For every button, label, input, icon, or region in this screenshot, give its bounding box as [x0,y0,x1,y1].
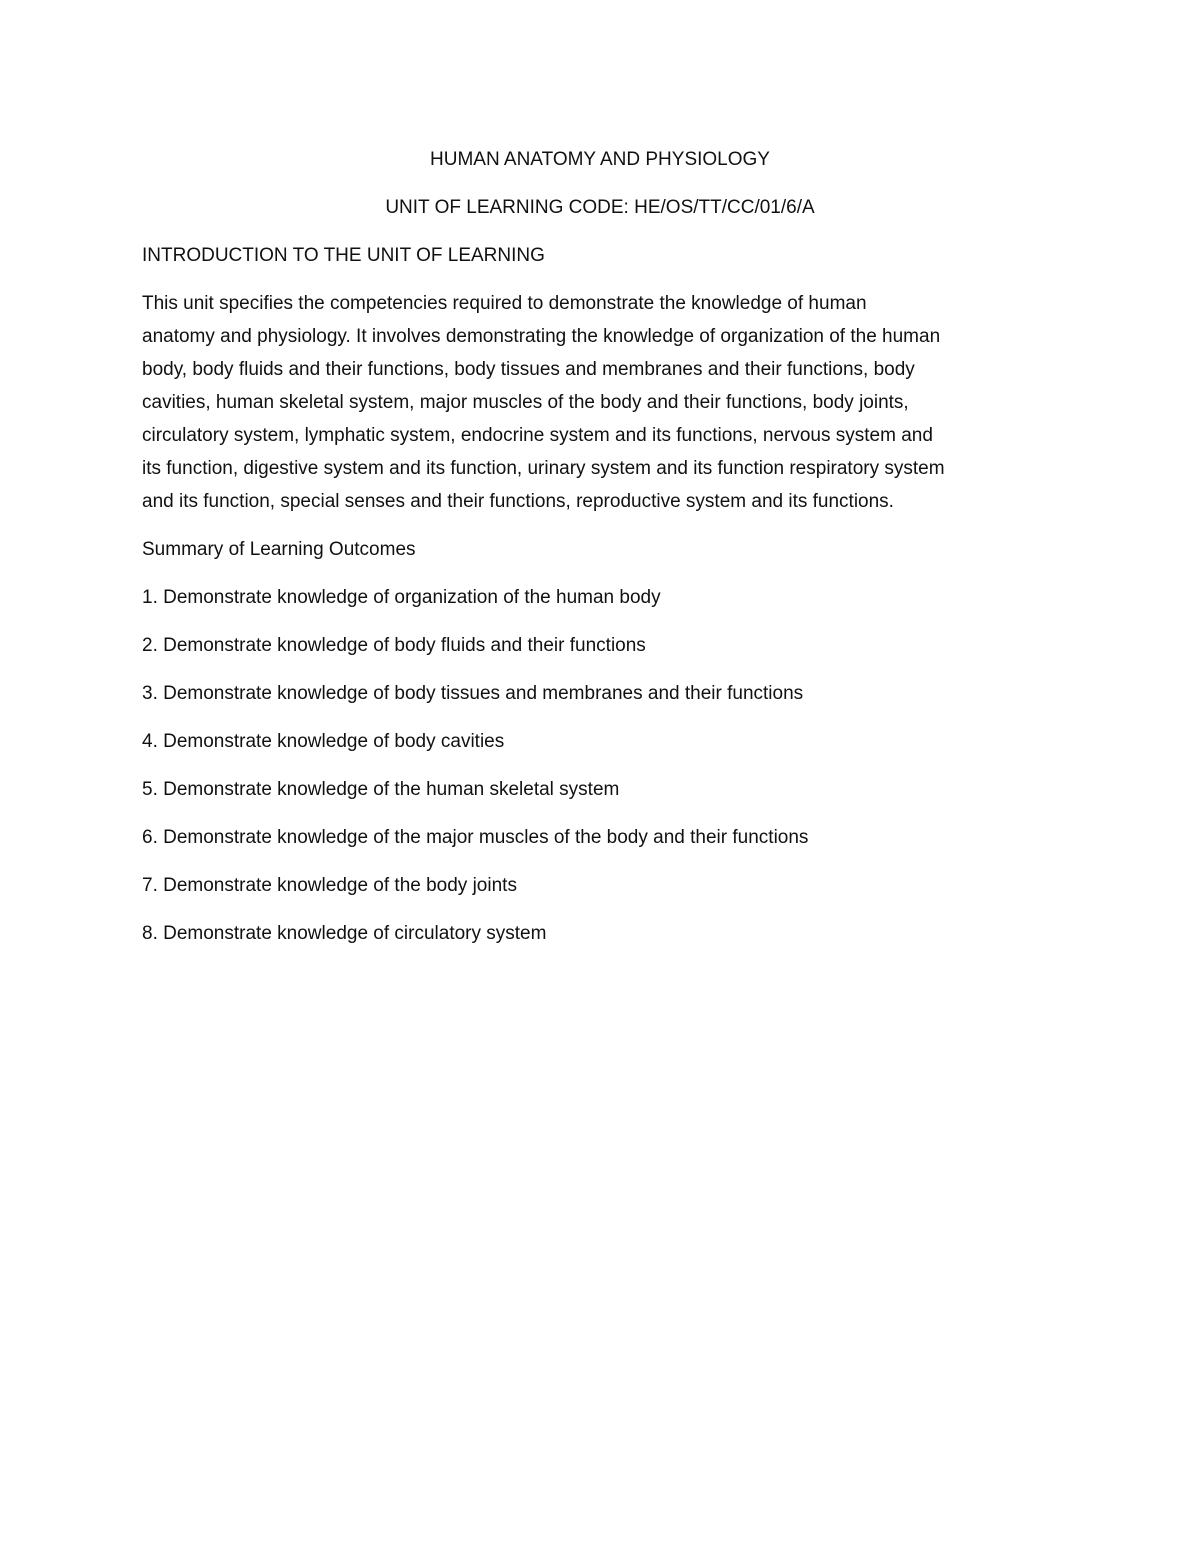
outcome-item: 2. Demonstrate knowledge of body fluids and their functions [142,635,646,656]
intro-line: cavities, human skeletal system, major muscles of the body and their functions, body joints, [142,392,909,413]
intro-line: This unit specifies the competencies required to demonstrate the knowledge of human [142,293,867,314]
intro-line: circulatory system, lymphatic system, endocrine system and its functions, nervous system and [142,425,933,446]
outcome-item: 1. Demonstrate knowledge of organization of the human body [142,587,661,608]
unit-code: UNIT OF LEARNING CODE: HE/OS/TT/CC/01/6/A [385,197,815,218]
outcome-item: 5. Demonstrate knowledge of the human skeletal system [142,779,620,800]
outcome-item: 7. Demonstrate knowledge of the body joints [142,875,517,896]
outcome-item: 8. Demonstrate knowledge of circulatory system [142,923,547,944]
outcome-item: 3. Demonstrate knowledge of body tissues and membranes and their functions [142,683,804,704]
intro-line: body, body fluids and their functions, body tissues and membranes and their functions, body [142,359,915,380]
intro-line: and its function, special senses and their functions, reproductive system and its functions. [142,491,894,512]
intro-heading: INTRODUCTION TO THE UNIT OF LEARNING [142,245,545,266]
intro-line: anatomy and physiology. It involves demonstrating the knowledge of organization of the human [142,326,941,347]
outcome-item: 4. Demonstrate knowledge of body cavities [142,731,505,752]
intro-line: its function, digestive system and its function, urinary system and its function respiratory system [142,458,945,479]
outcome-item: 6. Demonstrate knowledge of the major muscles of the body and their functions [142,827,809,848]
outcomes-list [142,581,1062,950]
document-content [142,143,1062,965]
summary-heading: Summary of Learning Outcomes [142,539,416,560]
intro-paragraph [142,287,1062,518]
document-title: HUMAN ANATOMY AND PHYSIOLOGY [430,149,770,170]
